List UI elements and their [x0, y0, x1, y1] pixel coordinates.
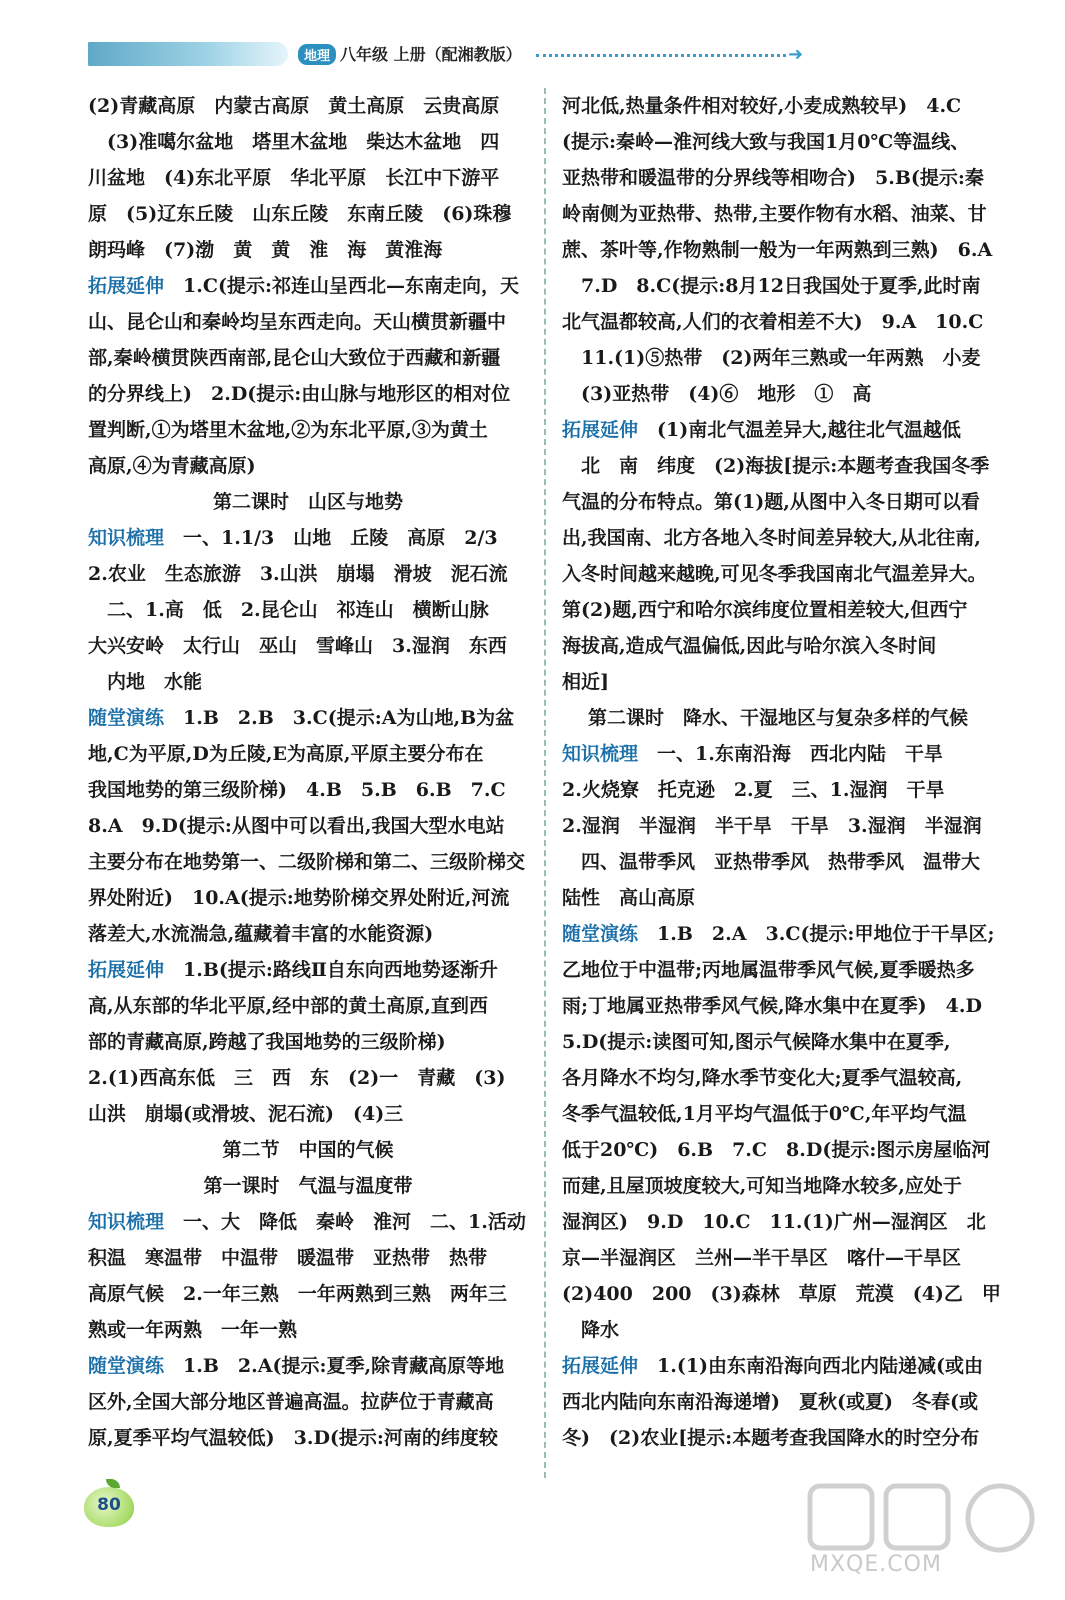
section-tag: 知识梳理	[562, 743, 639, 765]
text-line: 气温的分布特点。第(1)题,从图中入冬日期可以看	[562, 491, 980, 513]
text-line: 大兴安岭 太行山 巫山 雪峰山 3.湿润 东西	[88, 635, 507, 657]
text-line: 知识梳理 一、1.1/3 山地 丘陵 高原 2/3	[88, 527, 498, 549]
text-line: 二、1.高 低 2.昆仑山 祁连山 横断山脉	[88, 599, 489, 621]
text-line: 四、温带季风 亚热带季风 热带季风 温带大	[562, 851, 981, 873]
text-line: 内地 水能	[88, 671, 203, 693]
header-title: 八年级 上册（配湘教版）	[340, 45, 522, 64]
section-tag: 拓展延伸	[562, 419, 639, 441]
watermark-logo-icon	[800, 1478, 1050, 1558]
text-line: 11.(1)⑤热带 (2)两年三熟或一年两熟 小麦	[562, 347, 981, 369]
text-line: 区外,全国大部分地区普遍高温。拉萨位于青藏高	[88, 1391, 494, 1413]
text-line: 拓展延伸 1.B(提示:路线Ⅱ自东向西地势逐渐升	[88, 959, 498, 981]
text-line: 北 南 纬度 (2)海拔[提示:本题考查我国冬季	[562, 455, 990, 477]
section-tag: 拓展延伸	[88, 275, 165, 297]
text-line: 7.D 8.C(提示:8月12日我国处于夏季,此时南	[562, 275, 981, 297]
text-line: (3)亚热带 (4)⑥ 地形 ① 高	[562, 383, 872, 405]
header-dotted-line	[536, 54, 786, 57]
text-line: 2.湿润 半湿润 半干旱 干旱 3.湿润 半湿润	[562, 815, 982, 837]
text-line: 随堂演练 1.B 2.B 3.C(提示:A为山地,B为盆	[88, 707, 515, 729]
text-line: 海拔高,造成气温偏低,因此与哈尔滨入冬时间	[562, 635, 937, 657]
text-line: 2.火烧寮 托克逊 2.夏 三、1.湿润 干旱	[562, 779, 945, 801]
header-wave-decoration	[88, 42, 288, 66]
text-line: (3)准噶尔盆地 塔里木盆地 柴达木盆地 四	[88, 131, 500, 153]
text-line: 随堂演练 1.B 2.A 3.C(提示:甲地位于干旱区;	[562, 923, 995, 945]
section-heading: 第二课时 降水、干湿地区与复杂多样的气候	[587, 707, 968, 729]
text-line: 各月降水不均匀,降水季节变化大;夏季气温较高,	[562, 1067, 963, 1089]
section-heading: 第一课时 气温与温度带	[203, 1175, 413, 1197]
watermark-text: MXQE.COM	[810, 1552, 942, 1577]
text-line: 蔗、茶叶等,作物熟制一般为一年两熟到三熟) 6.A	[562, 239, 993, 261]
section-tag: 随堂演练	[88, 707, 165, 729]
text-line: 山、昆仑山和秦岭均呈东西走向。天山横贯新疆中	[88, 311, 507, 333]
text-line: 我国地势的第三级阶梯) 4.B 5.B 6.B 7.C	[88, 779, 506, 801]
text-line: 原,夏季平均气温较低) 3.D(提示:河南的纬度较	[88, 1427, 498, 1449]
arrow-icon: ➜	[788, 44, 804, 65]
text-line: 低于20℃) 6.B 7.C 8.D(提示:图示房屋临河	[562, 1139, 991, 1161]
text-line: 拓展延伸 1.C(提示:祁连山呈西北—东南走向，天	[88, 275, 519, 297]
text-line: 西北内陆向东南沿海递增) 夏秋(或夏) 冬春(或	[562, 1391, 978, 1413]
text-line: 亚热带和暖温带的分界线等相吻合) 5.B(提示:秦	[562, 167, 984, 189]
text-line: (2)青藏高原 内蒙古高原 黄土高原 云贵高原	[88, 95, 500, 117]
text-line: 置判断,①为塔里木盆地,②为东北平原,③为黄土	[88, 419, 488, 441]
text-line: 知识梳理 一、大 降低 秦岭 淮河 二、1.活动	[88, 1211, 526, 1233]
text-line: (提示:秦岭—淮河线大致与我国1月0℃等温线、	[562, 131, 970, 153]
text-line: 界处附近) 10.A(提示:地势阶梯交界处附近,河流	[88, 887, 510, 909]
text-line: 出,我国南、北方各地入冬时间差异较大,从北往南,	[562, 527, 981, 549]
text-line: 8.A 9.D(提示:从图中可以看出,我国大型水电站	[88, 815, 505, 837]
text-line: 雨;丁地属亚热带季风气候,降水集中在夏季) 4.D	[562, 995, 982, 1017]
text-line: 冬) (2)农业[提示:本题考查我国降水的时空分布	[562, 1427, 980, 1449]
section-tag: 知识梳理	[88, 1211, 165, 1233]
text-line: 湿润区) 9.D 10.C 11.(1)广州—湿润区 北	[562, 1211, 986, 1233]
text-line: 落差大,水流湍急,蕴藏着丰富的水能资源)	[88, 923, 434, 945]
section-tag: 随堂演练	[88, 1355, 165, 1377]
text-line: 岭南侧为亚热带、热带,主要作物有水稻、油菜、甘	[562, 203, 987, 225]
page-header	[88, 38, 804, 70]
text-line: 地,C为平原,D为丘陵,E为高原,平原主要分布在	[88, 743, 484, 765]
text-line: 朗玛峰 (7)渤 黄 黄 淮 海 黄淮海	[88, 239, 443, 261]
text-line: 乙地位于中温带;丙地属温带季风气候,夏季暖热多	[562, 959, 975, 981]
subject-badge: 地理	[298, 44, 336, 65]
text-line: 部的青藏高原,跨越了我国地势的三级阶梯)	[88, 1031, 446, 1053]
text-line: 高原,④为青藏高原)	[88, 455, 256, 477]
watermark	[800, 1478, 1050, 1588]
section-tag: 拓展延伸	[88, 959, 165, 981]
section-heading: 第二节 中国的气候	[222, 1139, 394, 1161]
section-heading: 第二课时 山区与地势	[212, 491, 403, 513]
text-line: 河北低,热量条件相对较好,小麦成熟较早) 4.C	[562, 95, 962, 117]
text-line: 陆性 高山高原	[562, 887, 696, 909]
text-line: 知识梳理 一、1.东南沿海 西北内陆 干旱	[562, 743, 943, 765]
section-tag: 随堂演练	[562, 923, 639, 945]
text-line: 熟或一年两熟 一年一熟	[88, 1319, 298, 1341]
text-line: 拓展延伸 (1)南北气温差异大,越往北气温越低	[562, 419, 961, 441]
left-column	[88, 88, 528, 1456]
text-line: 降水	[562, 1319, 620, 1341]
text-line: 相近]	[562, 671, 609, 693]
text-line: 的分界线上) 2.D(提示:由山脉与地形区的相对位	[88, 383, 511, 405]
text-line: 拓展延伸 1.(1)由东南沿海向西北内陆递减(或由	[562, 1355, 984, 1377]
text-line: 积温 寒温带 中温带 暖温带 亚热带 热带	[88, 1247, 488, 1269]
text-line: 北气温都较高,人们的衣着相差不大) 9.A 10.C	[562, 311, 984, 333]
text-line: 第(2)题,西宁和哈尔滨纬度位置相差较大,但西宁	[562, 599, 968, 621]
text-line: 5.D(提示:读图可知,图示气候降水集中在夏季,	[562, 1031, 951, 1053]
text-line: 原 (5)辽东丘陵 山东丘陵 东南丘陵 (6)珠穆	[88, 203, 512, 225]
right-column	[562, 88, 1001, 1456]
text-line: 入冬时间越来越晚,可见冬季我国南北气温差异大。	[562, 563, 987, 585]
text-line: 山洪 崩塌(或滑坡、泥石流) (4)三	[88, 1103, 404, 1125]
section-tag: 拓展延伸	[562, 1355, 639, 1377]
text-line: 京—半湿润区 兰州—半干旱区 喀什—干旱区	[562, 1247, 962, 1269]
column-divider	[544, 88, 546, 1478]
text-line: 2.农业 生态旅游 3.山洪 崩塌 滑坡 泥石流	[88, 563, 508, 585]
text-line: 高原气候 2.一年三熟 一年两熟到三熟 两年三	[88, 1283, 507, 1305]
text-line: 高,从东部的华北平原,经中部的黄土高原,直到西	[88, 995, 488, 1017]
text-line: 主要分布在地势第一、二级阶梯和第二、三级阶梯交	[88, 851, 526, 873]
text-line: 随堂演练 1.B 2.A(提示:夏季,除青藏高原等地	[88, 1355, 505, 1377]
text-line: (2)400 200 (3)森林 草原 荒漠 (4)乙 甲	[562, 1283, 1001, 1305]
page-number: 80	[97, 1495, 121, 1515]
text-line: 而建,且屋顶坡度较大,可知当地降水较多,应处于	[562, 1175, 962, 1197]
text-line: 川盆地 (4)东北平原 华北平原 长江中下游平	[88, 167, 500, 189]
text-line: 冬季气温较低,1月平均气温低于0℃,年平均气温	[562, 1103, 967, 1125]
section-tag: 知识梳理	[88, 527, 165, 549]
text-line: 2.(1)西高东低 三 西 东 (2)一 青藏 (3)	[88, 1067, 506, 1089]
page-number-badge	[84, 1483, 136, 1525]
text-line: 部,秦岭横贯陕西南部,昆仑山大致位于西藏和新疆	[88, 347, 501, 369]
